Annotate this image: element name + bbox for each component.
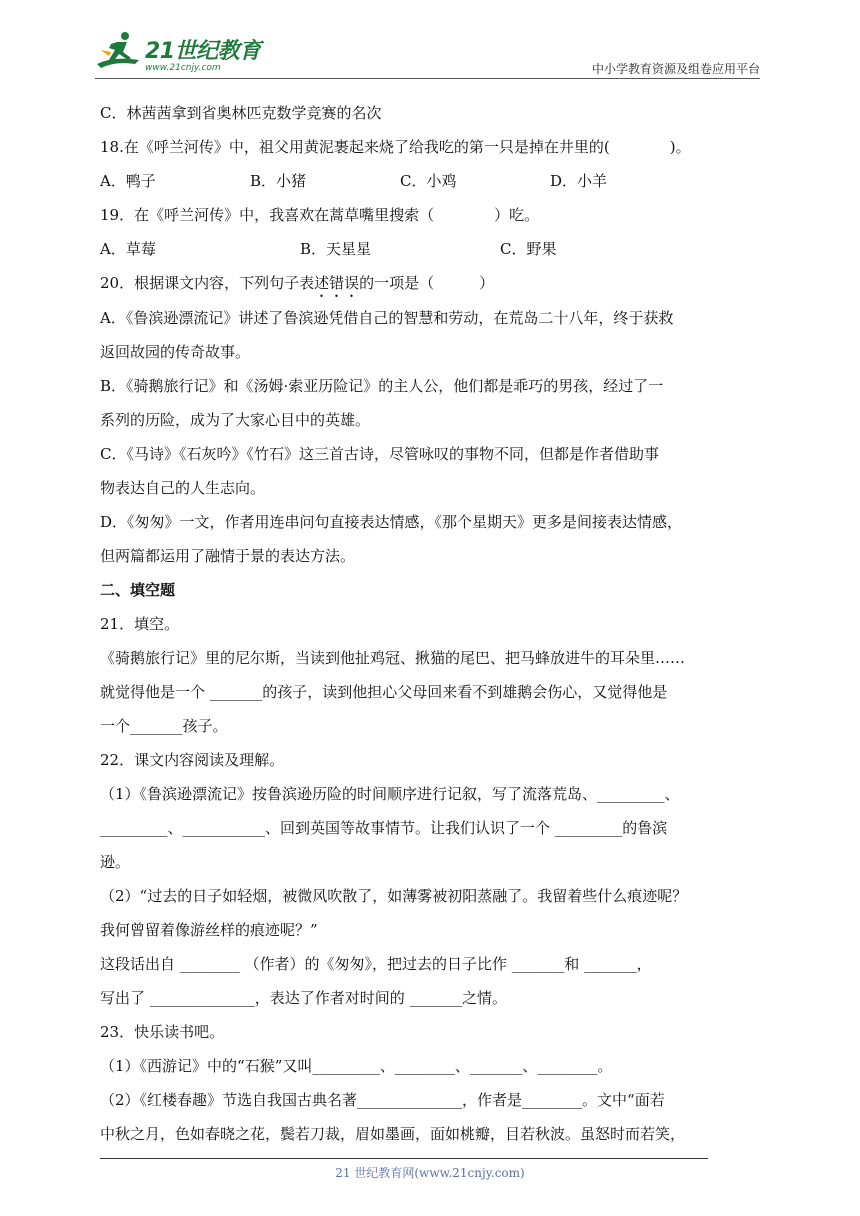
q18-option-d: D．小羊 [550, 172, 608, 190]
q21-line1: 《骑鹅旅行记》里的尼尔斯，当读到他扯鸡冠、揪猫的尾巴、把马蜂放进牛的耳朵里…… [100, 649, 686, 667]
q22-part1-line3: 逊。 [100, 853, 131, 871]
logo-url: www.21cnjy.com [145, 63, 221, 73]
q19-option-a: A．草莓 [100, 240, 156, 258]
q20-stem [100, 266, 765, 301]
q23-part2-line1: （2）《红楼春趣》节选自我国古典名著______________，作者是________。文中“面若 [100, 1091, 665, 1109]
q21-stem: 21．填空。 [100, 615, 180, 633]
q19-option-b: B．天星星 [300, 240, 372, 258]
q22-part2-line1: （2）“过去的日子如轻烟，被微风吹散了，如薄雾被初阳蒸融了。我留着些什么痕迹呢？ [100, 887, 688, 905]
q18-stem: 18.在《呼兰河传》中，祖父用黄泥裹起来烧了给我吃的第一只是掉在井里的( )。 [100, 138, 691, 156]
document-body [100, 96, 765, 1151]
q20-stem-post: 的一项是（ ） [359, 274, 495, 292]
q23-part2-line2: 中秋之月，色如春晓之花，鬓若刀裁，眉如墨画，面如桃瓣，目若秋波。虽怒时而若笑， [100, 1125, 686, 1143]
q21-line2: 就觉得他是一个 _______的孩子，读到他担心父母回来看不到雄鹅会伤心，又觉得他是 [100, 683, 668, 701]
q19-option-c: C．野果 [500, 240, 557, 258]
logo-text: 21世纪教育 [145, 39, 261, 64]
platform-title: 中小学教育资源及组卷应用平台 [591, 62, 760, 76]
page-footer: 21 世纪教育网(www.21cnjy.com) [335, 1166, 525, 1180]
q19-options [100, 232, 765, 266]
q23-stem: 23．快乐读书吧。 [100, 1023, 225, 1041]
q18-option-b: B．小猪 [250, 172, 307, 190]
site-logo [95, 30, 265, 78]
q22-part1-line1: （1）《鲁滨逊漂流记》按鲁滨逊历险的时间顺序进行记叙，写了流落荒岛、_________、 [100, 785, 680, 803]
header-divider [95, 78, 760, 79]
q18-option-a: A．鸭子 [100, 172, 156, 190]
q22-part2-line2: 我何曾留着像游丝样的痕迹呢？” [100, 921, 318, 939]
q22-stem: 22．课文内容阅读及理解。 [100, 751, 285, 769]
page-header [95, 30, 760, 80]
q23-part1: （1）《西游记》中的“石猴”又叫_________、________、_______、________。 [100, 1057, 613, 1075]
footer-divider [100, 1158, 708, 1159]
q19-stem: 19．在《呼兰河传》中，我喜欢在蒿草嘴里搜索（ ）吃。 [100, 206, 540, 224]
q20-option-a-line2: 返回故园的传奇故事。 [100, 343, 251, 361]
q20-option-a-line1: A．《鲁滨逊漂流记》讲述了鲁滨逊凭借自己的智慧和劳动，在荒岛二十八年，终于获救 [100, 309, 674, 327]
q18-options [100, 164, 765, 198]
q20-option-d-line2: 但两篇都运用了融情于景的表达方法。 [100, 547, 356, 565]
section-heading-fill-blank: 二、填空题 [100, 581, 176, 599]
runner-logo-icon [95, 30, 143, 76]
q22-part2-line4: 写出了 ______________，表达了作者对时间的 _______之情。 [100, 989, 508, 1007]
q17-option-c: C．林茜茜拿到省奥林匹克数学竞赛的名次 [100, 104, 382, 122]
q20-option-c-line2: 物表达自己的人生志向。 [100, 479, 266, 497]
q20-stem-pre: 20．根据课文内容，下列句子表 [100, 274, 315, 292]
q22-part2-line3: 这段话出自 ________ （作者）的《匆匆》，把过去的日子比作 _______和 _______， [100, 955, 652, 973]
q18-option-c: C．小鸡 [400, 172, 457, 190]
q20-option-b-line2: 系列的历险，成为了大家心目中的英雄。 [100, 411, 371, 429]
q22-part1-line2: _________、___________、回到英国等故事情节。让我们认识了一个 _________的鲁滨 [100, 819, 668, 837]
q20-option-c-line1: C．《马诗》《石灰吟》《竹石》这三首古诗，尽管咏叹的事物不同，但都是作者借助事 [100, 445, 659, 463]
q20-option-d-line1: D．《匆匆》一文，作者用连串问句直接表达情感，《那个星期天》更多是间接表达情感， [100, 513, 683, 531]
q20-stem-emphasis: 述错误 [314, 274, 360, 292]
q20-option-b-line1: B．《骑鹅旅行记》和《汤姆·索亚历险记》的主人公，他们都是乖巧的男孩，经过了一 [100, 377, 664, 395]
q21-line3: 一个_______孩子。 [100, 717, 228, 735]
